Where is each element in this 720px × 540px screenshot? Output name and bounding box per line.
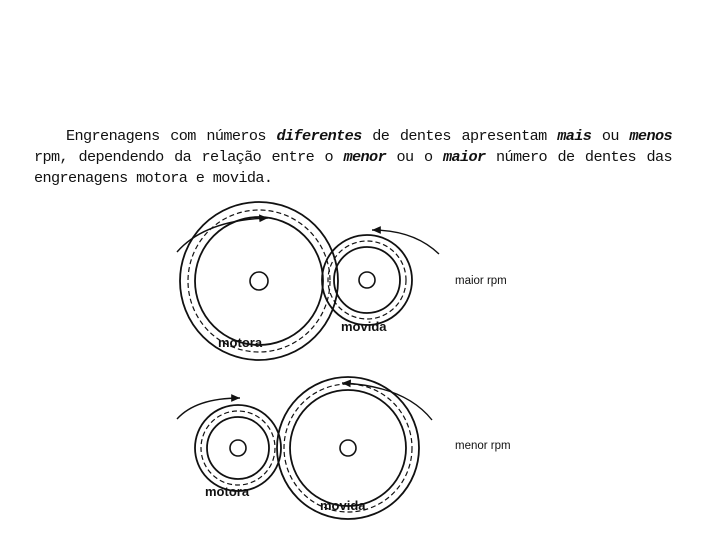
driven-label: movida — [320, 498, 366, 513]
gear-pair-bottom — [177, 377, 511, 519]
text-segment: rpm, dependendo da relação entre o — [34, 148, 344, 166]
text-segment: de dentes apresentam — [361, 127, 558, 145]
text-segment: número de dentes das engrenagens motora e movida. — [34, 148, 672, 187]
text-segment: ou o — [386, 148, 443, 166]
driver-label: motora — [205, 484, 250, 499]
driver-label: motora — [218, 335, 263, 350]
emphasis-menor: menor — [343, 148, 387, 166]
rpm-result-label: maior rpm — [455, 275, 507, 287]
emphasis-menos: menos — [629, 127, 672, 145]
rotation-arrow-icon — [177, 218, 268, 252]
driven-gear-small — [322, 235, 412, 325]
rpm-result-label: menor rpm — [455, 440, 511, 452]
text-segment: Engrenagens com números — [66, 127, 277, 145]
driven-label: movida — [341, 319, 387, 334]
text-segment: ou — [591, 127, 630, 145]
emphasis-diferentes: diferentes — [276, 127, 362, 145]
gear-pair-top — [177, 202, 507, 360]
emphasis-maior: maior — [442, 148, 486, 166]
emphasis-mais: mais — [557, 127, 592, 145]
driver-gear-small — [195, 405, 281, 491]
